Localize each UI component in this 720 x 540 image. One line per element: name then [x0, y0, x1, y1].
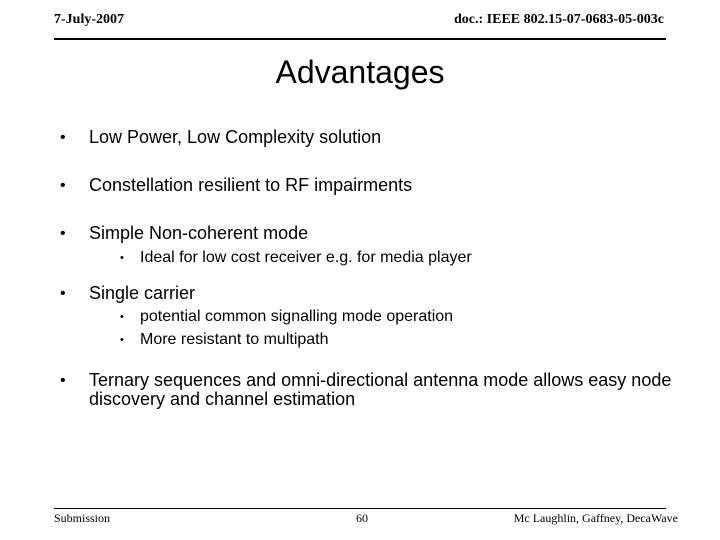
header-doc-id: doc.: IEEE 802.15-07-0683-05-003c — [454, 12, 664, 27]
slide-content — [60, 128, 680, 409]
footer-rule — [54, 508, 666, 509]
header-date: 7-July-2007 — [54, 12, 124, 27]
footer-submission: Submission — [54, 511, 111, 525]
bullet-4: • Single carrier — [60, 284, 680, 303]
bullet-5: • Ternary sequences and omni-directional antenna mode allows easy node discovery and channel estimation — [60, 371, 680, 409]
bullet-3: • Simple Non-coherent mode — [60, 224, 680, 243]
sub-bullet-3-1: • Ideal for low cost receiver e.g. for media player — [120, 247, 680, 269]
header-rule — [54, 38, 666, 40]
footer-authors: Mc Laughlin, Gaffney, DecaWave — [513, 511, 678, 525]
sub-bullet-4-2: • More resistant to multipath — [120, 329, 680, 351]
footer-page-number: 60 — [356, 511, 368, 525]
sub-bullet-4-1: • potential common signalling mode operation — [120, 306, 680, 328]
bullet-1: • Low Power, Low Complexity solution — [60, 128, 680, 147]
slide-title: Advantages — [275, 54, 445, 90]
bullet-2: • Constellation resilient to RF impairments — [60, 176, 680, 195]
